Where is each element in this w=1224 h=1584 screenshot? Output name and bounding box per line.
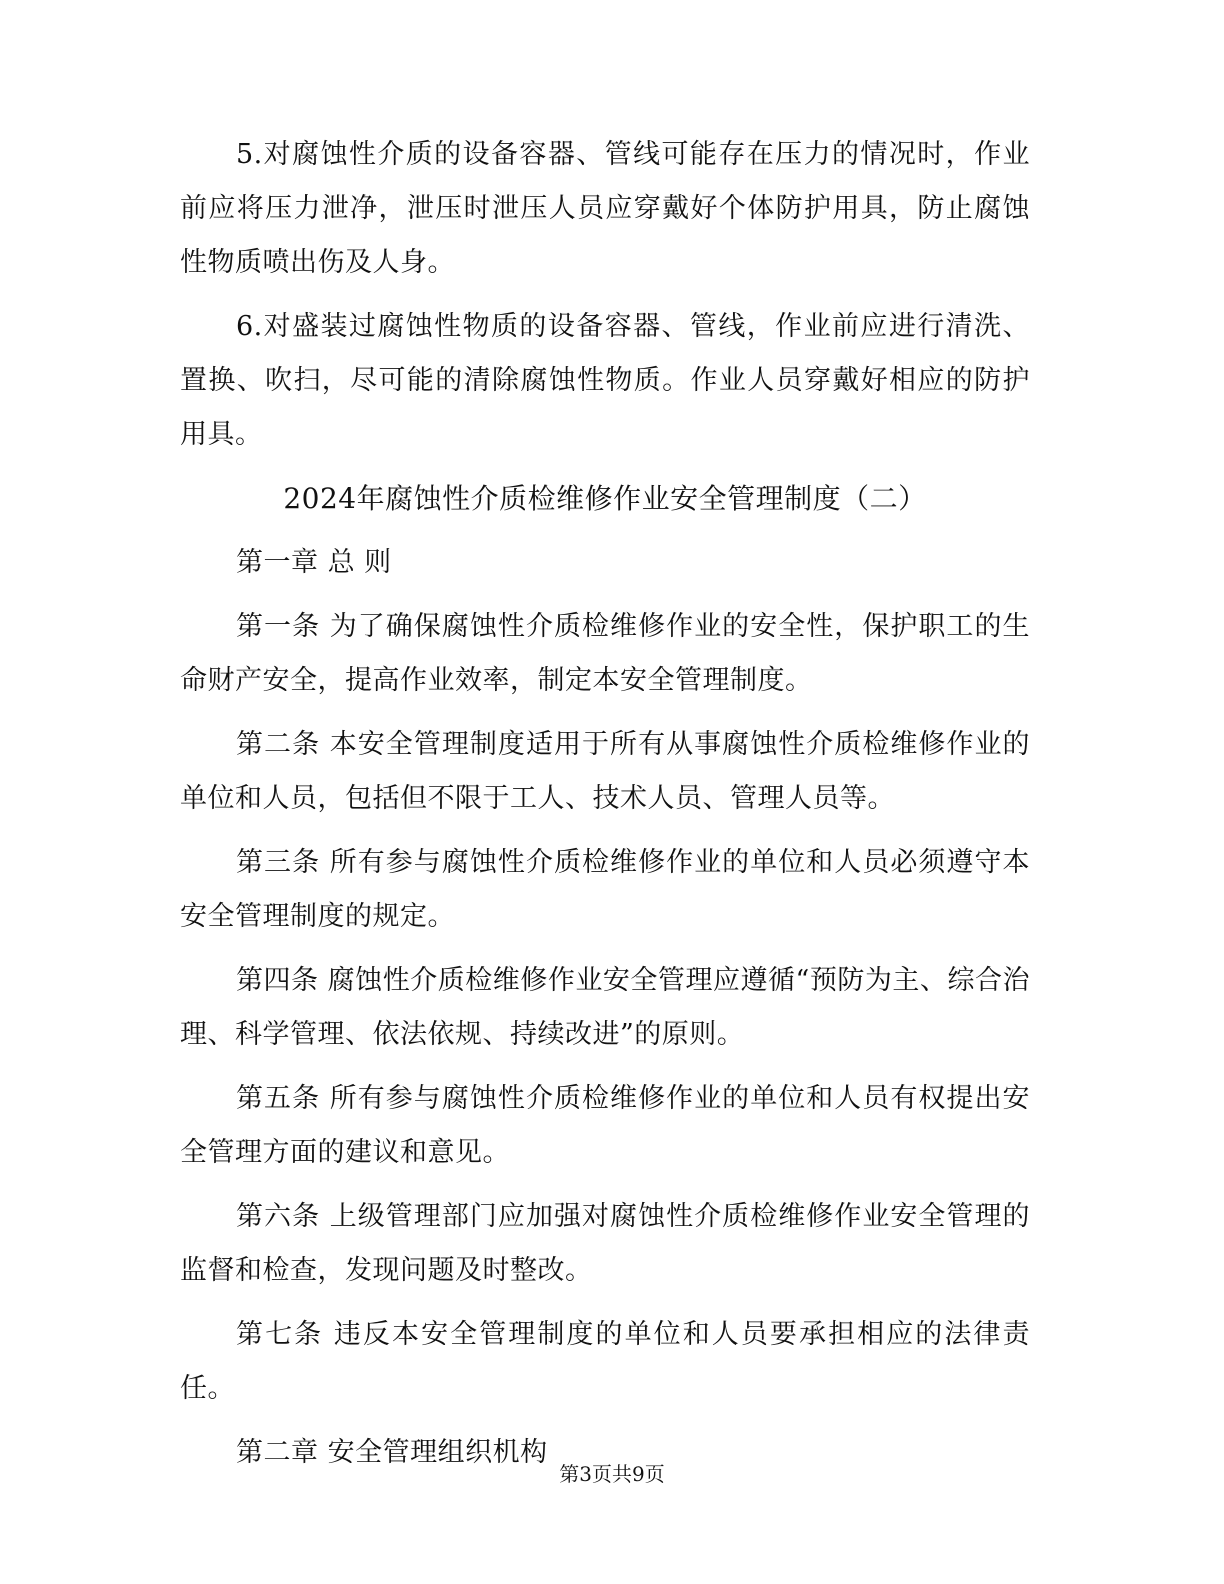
paragraph-item-5: 5.对腐蚀性介质的设备容器、管线可能存在压力的情况时，作业前应将压力泄净，泄压时泄压人员应穿戴好个体防护用具，防止腐蚀性物质喷出伤及人身。 bbox=[180, 139, 1030, 278]
article-6: 第六条 上级管理部门应加强对腐蚀性介质检维修作业安全管理的监督和检查，发现问题及时整改。 bbox=[180, 1201, 1030, 1286]
article-7: 第七条 违反本安全管理制度的单位和人员要承担相应的法律责任。 bbox=[180, 1319, 1030, 1404]
article-4: 第四条 腐蚀性介质检维修作业安全管理应遵循“预防为主、综合治理、科学管理、依法依规、持续改进”的原则。 bbox=[180, 965, 1030, 1050]
article-3: 第三条 所有参与腐蚀性介质检维修作业的单位和人员必须遵守本安全管理制度的规定。 bbox=[180, 847, 1030, 932]
document-body bbox=[180, 128, 1030, 1490]
paragraph-item-6: 6.对盛装过腐蚀性物质的设备容器、管线，作业前应进行清洗、置换、吹扫，尽可能的清除腐蚀性物质。作业人员穿戴好相应的防护用具。 bbox=[180, 311, 1030, 450]
article-1: 第一条 为了确保腐蚀性介质检维修作业的安全性，保护职工的生命财产安全，提高作业效率，制定本安全管理制度。 bbox=[180, 611, 1030, 696]
page-number-footer: 第3页共9页 bbox=[559, 1462, 665, 1486]
chapter-2-title: 第二章 安全管理组织机构 bbox=[236, 1437, 548, 1468]
section-title: 2024年腐蚀性介质检维修作业安全管理制度（二） bbox=[283, 482, 927, 515]
chapter-1-title: 第一章 总 则 bbox=[236, 547, 392, 578]
article-5: 第五条 所有参与腐蚀性介质检维修作业的单位和人员有权提出安全管理方面的建议和意见。 bbox=[180, 1083, 1030, 1168]
article-2: 第二条 本安全管理制度适用于所有从事腐蚀性介质检维修作业的单位和人员，包括但不限于工人、技术人员、管理人员等。 bbox=[180, 729, 1030, 814]
